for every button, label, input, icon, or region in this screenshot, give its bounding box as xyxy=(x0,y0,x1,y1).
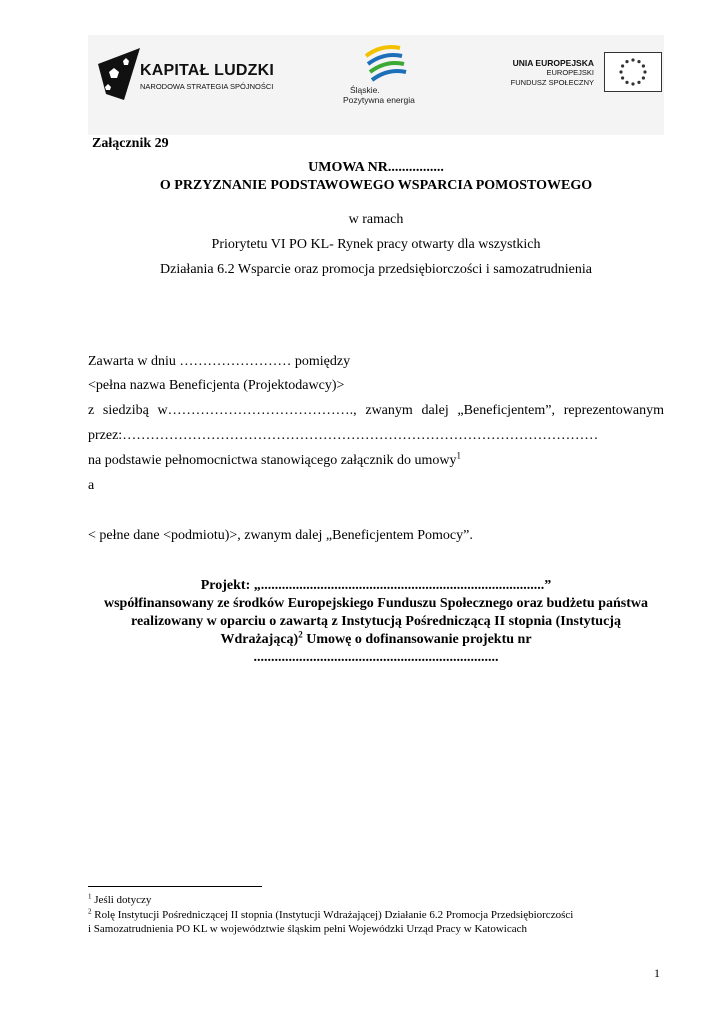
authorization-text: na podstawie pełnomocnictwa stanowiącego załącznik do umowy xyxy=(88,453,457,468)
seat-line: z siedzibą w…………………………………., zwanym dalej „Beneficjentem”, reprezentowanym xyxy=(88,403,664,418)
footnote-2 xyxy=(88,909,573,922)
contract-number: UMOWA NR................ xyxy=(308,160,444,175)
authorization-line xyxy=(88,450,462,469)
contract-title: O PRZYZNANIE PODSTAWOWEGO WSPARCIA POMOSTOWEGO xyxy=(159,178,593,193)
slaskie-name: Śląskie. xyxy=(350,85,380,95)
measure-line: Działania 6.2 Wsparcie oraz promocja przedsiębiorczości i samozatrudnienia xyxy=(160,262,592,277)
eu-fund-label-1: EUROPEJSKI xyxy=(546,68,594,77)
page-number: 1 xyxy=(654,966,660,980)
footnote-2-continued: i Samozatrudnienia PO KL w województwie śląskim pełni Wojewódzki Urząd Pracy w Katowicach xyxy=(88,923,528,935)
footnote-separator xyxy=(88,886,262,887)
cofinancing-line: współfinansowany ze środków Europejskiego Funduszu Społecznego oraz budżetu państwa xyxy=(103,596,648,611)
within-label: w ramach xyxy=(348,212,404,227)
kl-logo-title: KAPITAŁ LUDZKI xyxy=(140,62,275,79)
eu-fund-label-2: FUNDUSZ SPOŁECZNY xyxy=(510,78,594,87)
eu-text-block xyxy=(511,58,594,88)
footnote-2-text: Rolę Instytucji Pośredniczącej II stopnia (Instytucji Wdrażającej) Działanie 6.2 Promocja Przedsiębiorczości xyxy=(91,909,574,921)
project-title-line: Projekt: „.................................................................................” xyxy=(200,578,552,593)
priority-line: Priorytetu VI PO KL- Rynek pracy otwarty dla wszystkich xyxy=(211,237,541,252)
agreement-line xyxy=(88,629,664,648)
slaskie-logo xyxy=(360,42,410,86)
recipient-line: < pełne dane <podmiotu)>, zwanym dalej „Beneficjentem Pomocy”. xyxy=(88,528,473,543)
implementation-line: realizowany w oparciu o zawartą z Instytucją Pośredniczącą II stopnia (Instytucją xyxy=(131,614,621,629)
footnote-1-number: 1 xyxy=(88,892,92,901)
eu-union-label: UNIA EUROPEJSKA xyxy=(512,58,594,68)
footnote-ref-1: 1 xyxy=(456,450,462,461)
attachment-label: Załącznik 29 xyxy=(92,136,169,151)
kl-logo-subtitle: NARODOWA STRATEGIA SPÓJNOŚCI xyxy=(140,82,274,91)
footnote-ref-2: 2 xyxy=(298,629,303,640)
project-number-dots: ...................................................................... xyxy=(253,650,499,665)
representative-line: przez:………………………………………………………………………………………… xyxy=(88,428,599,443)
agreement-text-b: Umowę o dofinansowanie projektu nr xyxy=(302,632,532,647)
footnote-1-text: Jeśli dotyczy xyxy=(91,894,152,906)
eu-flag-icon xyxy=(604,52,662,92)
concluded-line: Zawarta w dniu …………………… pomiędzy xyxy=(88,354,351,369)
slaskie-tagline: Pozytywna energia xyxy=(343,95,415,105)
agreement-text-a: Wdrażającą) xyxy=(220,632,299,647)
beneficiary-name-line: <pełna nazwa Beneficjenta (Projektodawcy)> xyxy=(88,378,345,393)
footnote-1 xyxy=(88,894,151,907)
footnote-2-number: 2 xyxy=(88,907,92,916)
and-conjunction: a xyxy=(88,478,95,493)
